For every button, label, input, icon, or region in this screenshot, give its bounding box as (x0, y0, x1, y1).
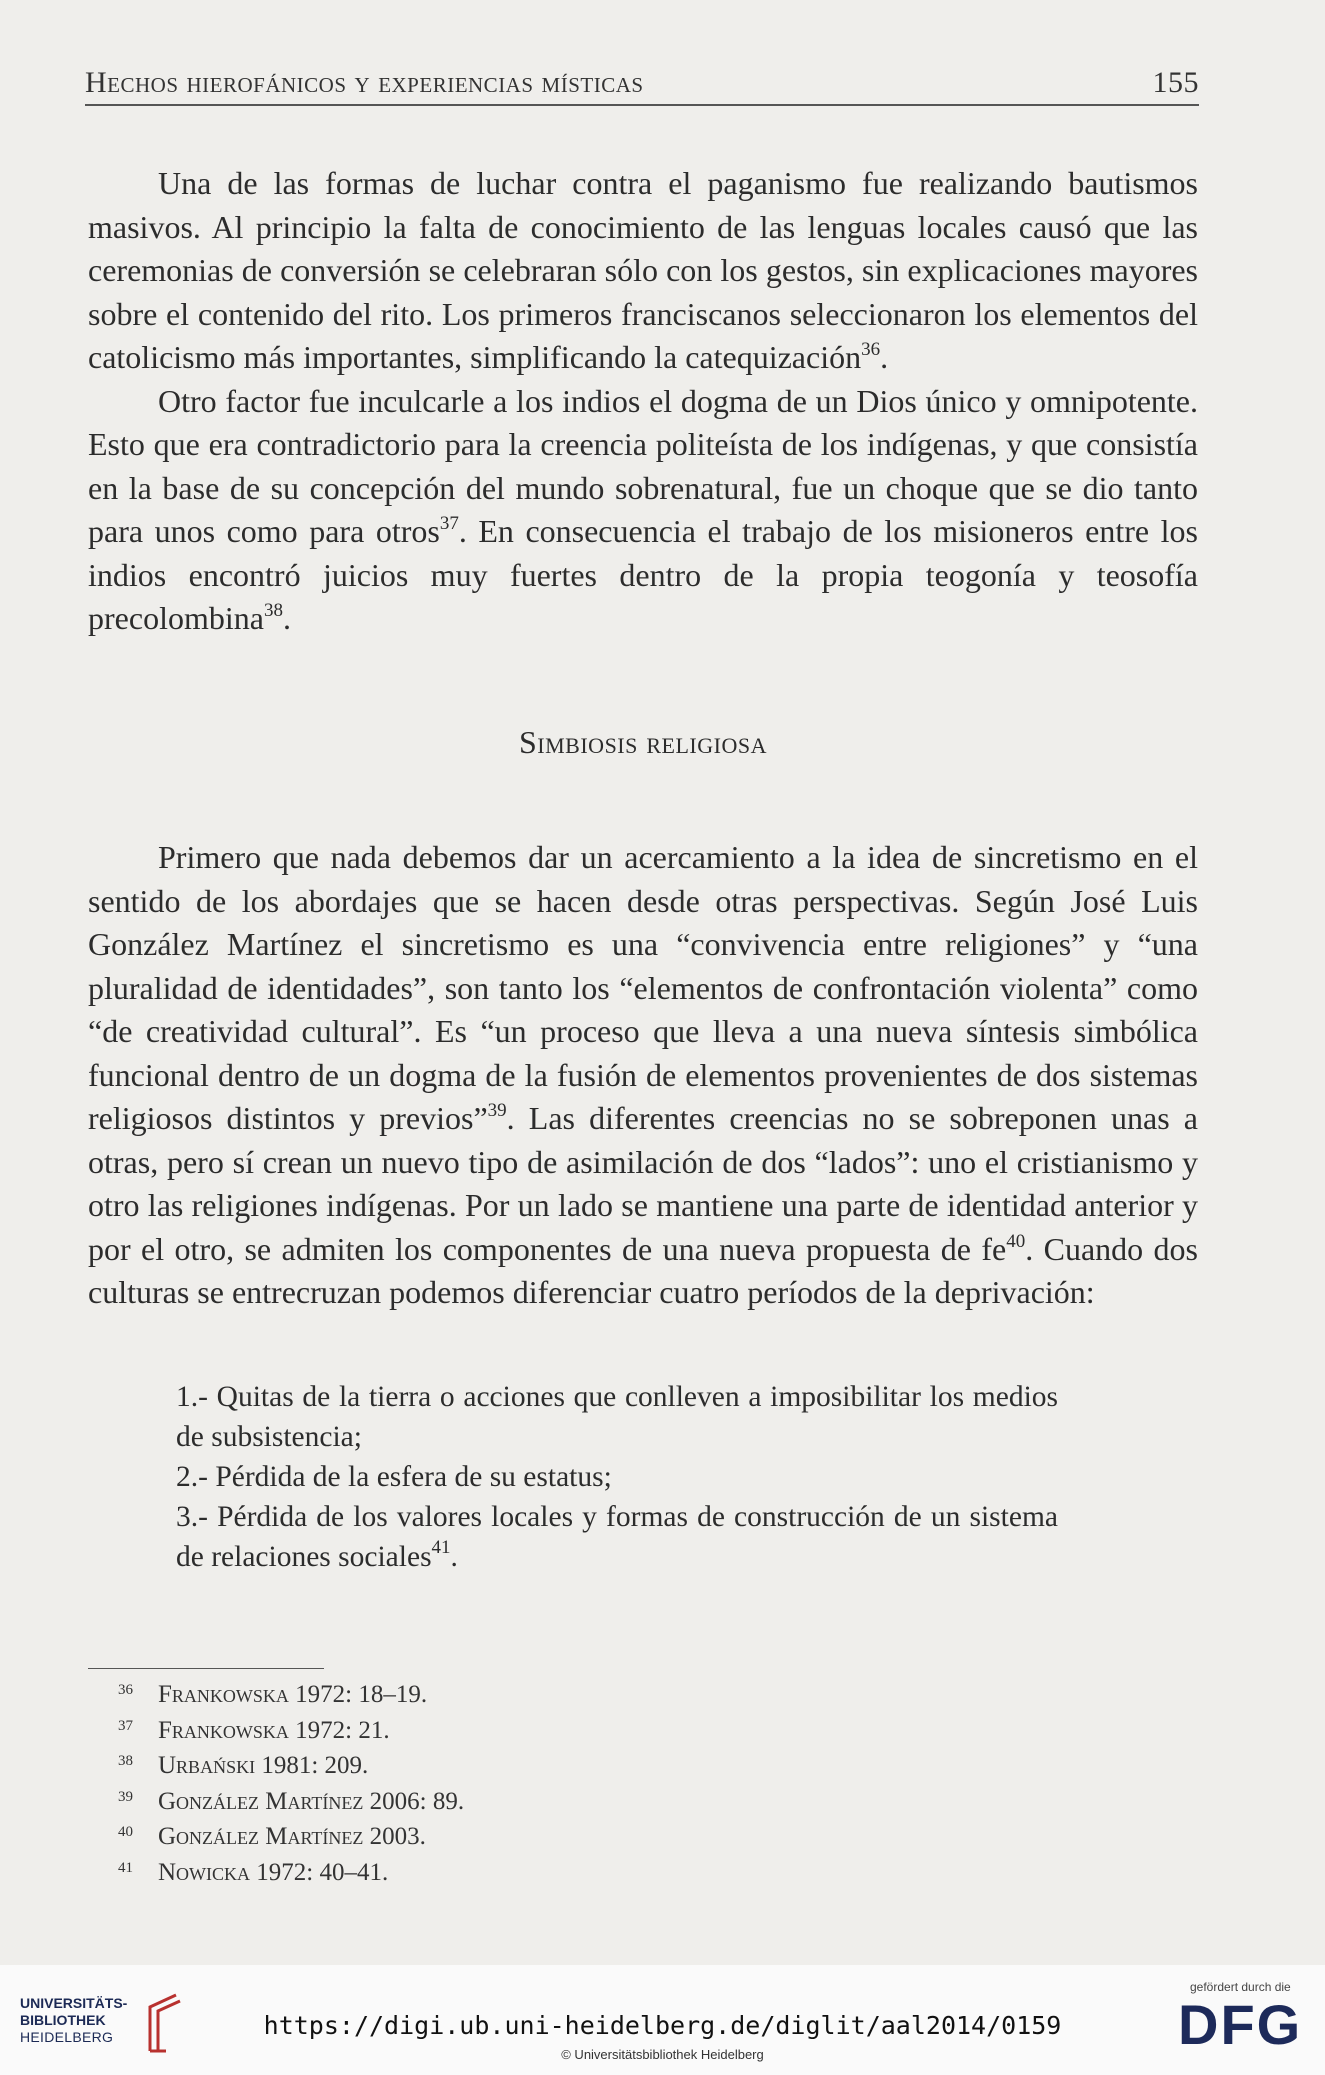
list-item: 1.- Quitas de la tierra o acciones que conlleven a imposibilitar los medios de subsistencia; (176, 1380, 1058, 1453)
body-text (88, 162, 1198, 1577)
dfg-wordmark: DFG (1178, 1993, 1303, 2056)
footnote-ref-41[interactable]: 41 (431, 1536, 451, 1558)
footnote: 39 González Martínez 2006: 89. (118, 1787, 465, 1815)
footnote-ref-40[interactable]: 40 (1006, 1230, 1026, 1252)
footnote-ref-39[interactable]: 39 (487, 1100, 507, 1121)
footnote: 40 González Martínez 2003. (118, 1823, 426, 1850)
library-logo[interactable]: UNIVERSITÄTS- BIBLIOTHEK HEIDELBERG (20, 1995, 220, 2055)
footnote-rule (88, 1668, 324, 1669)
running-header (85, 66, 1199, 100)
list-item: 3.- Pérdida de los valores locales y formas de construcción de un sistema de relaciones sociales$^{41}$. (176, 1500, 1058, 1573)
dfg-logo[interactable] (1178, 1980, 1308, 2054)
running-title: Hechos hierofánicos y experiencias místicas (85, 66, 644, 99)
header-rule (85, 104, 1199, 106)
footnote: 36 Frankowska 1972: 18–19. (118, 1681, 428, 1708)
paragraph-1: Una de las formas de luchar contra el paganismo fue realizando bautismos masivos. Al principio la falta de conocimiento de las lenguas locales causó que las ceremonias de conversión se celebraran sólo con los gestos, sin explicaciones mayores sobre el contenido del rito. Los primeros franciscanos seleccionaron los elementos del catolicismo más importantes, simplificando la catequización$^{36}$. (88, 165, 1198, 375)
footnote: 41 Nowicka 1972: 40–41. (118, 1858, 389, 1886)
paragraph-2: Otro factor fue inculcarle a los indios el dogma de un Dios único y omnipotente. Esto que era contradictorio para la creencia politeísta de los indígenas, y que consistía en la base de su concepción del mundo sobrenatural, fue un choque que se dio tanto para unos como para otros$^{37}$. En consecuencia el trabajo de los misioneros entre los indios encontró juicios muy fuertes dentro de la propia teogonía y teosofía precolombina$^{38}$. (88, 382, 1199, 636)
footnote-ref-37[interactable]: 37 (439, 513, 459, 534)
footnote-ref-36[interactable]: 36 (861, 339, 881, 360)
copyright-text: © Universitätsbibliothek Heidelberg (561, 2047, 764, 2062)
footnote: 37 Frankowska 1972: 21. (118, 1716, 390, 1744)
funded-by-label: gefördert durch die (1190, 1980, 1291, 1994)
list-item: 2.- Pérdida de la esfera de su estatus; (176, 1460, 612, 1493)
section-heading: Simbiosis religiosa (519, 723, 767, 760)
page-number: 155 (1152, 66, 1199, 99)
footnotes (118, 1677, 1018, 1890)
footnote-ref-38[interactable]: 38 (263, 600, 283, 621)
footnote: 38 Urbański 1981: 209. (118, 1752, 369, 1779)
paragraph-3: Primero que nada debemos dar un acercamiento a la idea de sincretismo en el sentido de los abordajes que se hacen desde otras perspectivas. Según José Luis González Martínez el sincretismo es una “convivencia entre religiones” y “una pluralidad de identidades”, son tanto los “elementos de confrontación violenta” como “de creatividad cultural”. Es “un proceso que lleva a una nueva síntesis simbólica funcional dentro de un dogma de la fusión de elementos provenientes de dos sistemas religiosos distintos y previos”$^{39}$. Las diferentes creencias no se sobreponen unas a otras, pero sí crean un nuevo tipo de asimilación de dos “lados”: uno el cristianismo y otro las religiones indígenas. Por un lado se mantiene una parte de identidad anterior y por el otro, se admiten los componentes de una nueva propuesta de $fe^{40}$. Cuando dos culturas se entrecruzan podemos diferenciar cuatro períodos de la deprivación: (88, 839, 1199, 1310)
citation-url-link[interactable]: https://digi.ub.uni-heidelberg.de/diglit/aal2014/0159 (263, 2011, 1062, 2040)
deprivation-list (88, 1377, 1198, 1577)
